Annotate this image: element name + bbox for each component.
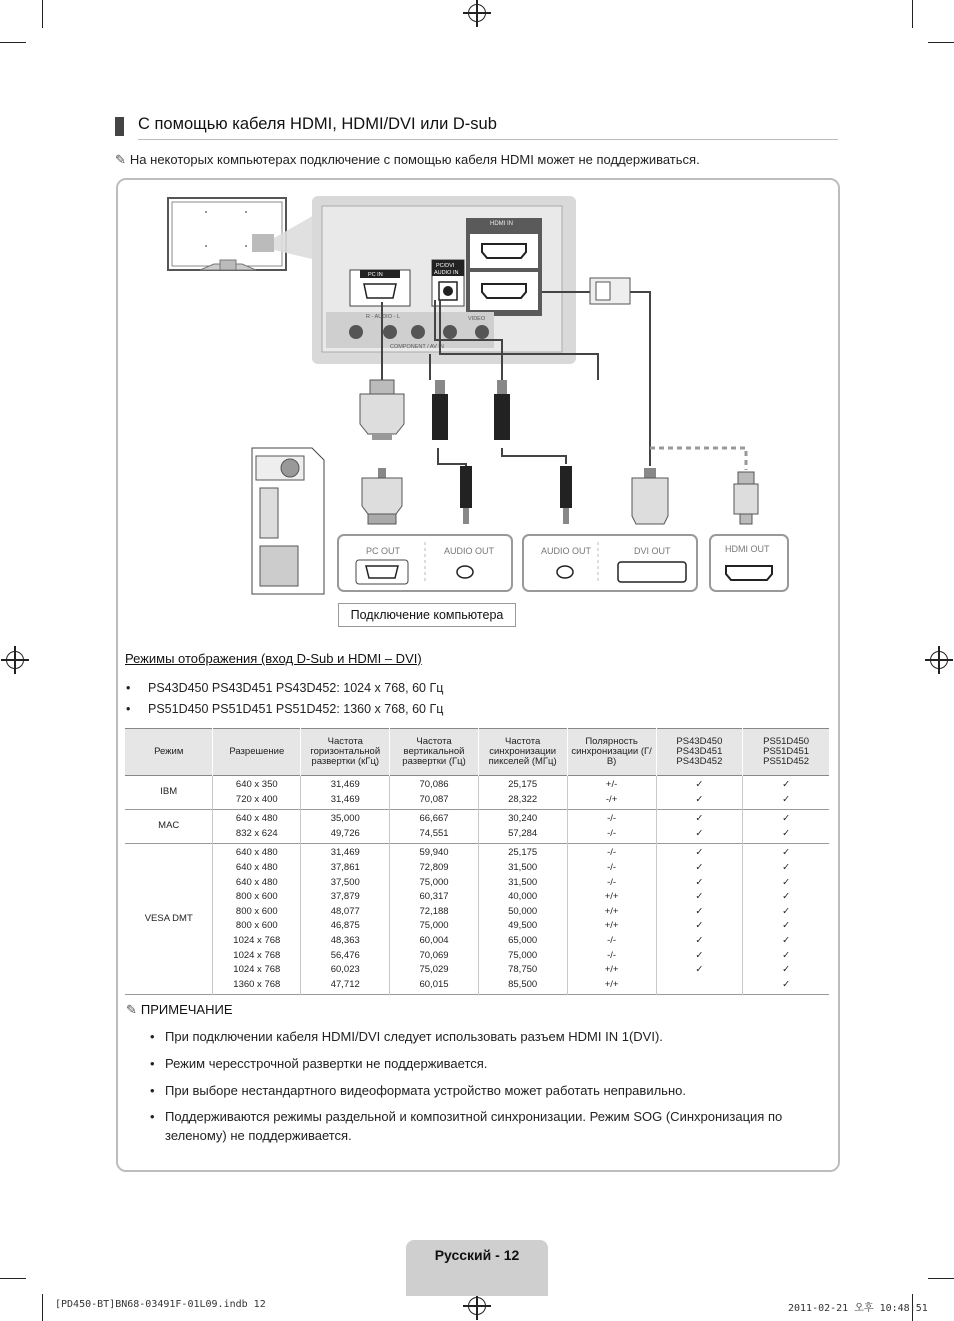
hdmi-connector-icon xyxy=(590,278,630,304)
resolution-value: 800 x 600 xyxy=(235,920,278,932)
checkmark-icon: ✓ xyxy=(782,949,791,961)
polarity-value: +/- xyxy=(605,779,618,790)
hfreq-value: 31,469 xyxy=(330,793,360,805)
note-item: • При выборе нестандартного видеоформата устройство может работать неправильно. xyxy=(150,1081,820,1100)
checkmark-icon: ✓ xyxy=(782,813,791,825)
table-row xyxy=(125,810,829,844)
audio-jack-icon xyxy=(432,380,448,440)
crop-mark xyxy=(42,0,43,28)
column-header: Полярность синхронизации (Г/В) xyxy=(567,729,656,776)
tv-port-panel xyxy=(312,196,576,364)
pc-tower-icon xyxy=(252,448,324,594)
pclk-value: 30,240 xyxy=(508,813,538,825)
hfreq-value: 35,000 xyxy=(330,813,360,825)
resolution-value: 720 x 400 xyxy=(235,793,278,805)
dvi-out-label: DVI OUT xyxy=(634,546,671,556)
checkmark-icon: ✓ xyxy=(695,793,704,805)
registration-mark-icon xyxy=(930,651,948,669)
note-item-text: При подключении кабеля HDMI/DVI следует использовать разъем HDMI IN 1(DVI). xyxy=(165,1029,663,1044)
pclk-cell xyxy=(478,776,567,810)
hfreq-cell xyxy=(301,810,390,844)
checkmark-icon: ✓ xyxy=(695,861,704,873)
notes-heading-text: ПРИМЕЧАНИЕ xyxy=(140,1002,233,1017)
column-header: PS51D450 PS51D451 PS51D452 xyxy=(743,729,829,776)
hfreq-value: 37,861 xyxy=(330,861,360,873)
resolution-value: 1360 x 768 xyxy=(233,978,281,990)
vfreq-value: 60,317 xyxy=(419,891,449,903)
hfreq-value: 56,476 xyxy=(330,949,360,961)
column-header: Режим xyxy=(125,729,213,776)
polarity-value: +/+ xyxy=(604,891,619,903)
table-row xyxy=(125,776,829,810)
resolution-value: 640 x 480 xyxy=(235,813,278,825)
audio-jack-icon xyxy=(560,466,572,524)
vfreq-cell xyxy=(390,776,478,810)
resolution-value: 832 x 624 xyxy=(235,827,278,839)
resolution-value: 1024 x 768 xyxy=(233,964,281,976)
note-item: • При подключении кабеля HDMI/DVI следует использовать разъем HDMI IN 1(DVI). xyxy=(150,1027,820,1046)
resolution-value: 1024 x 768 xyxy=(233,949,281,961)
checkmark-icon: ✓ xyxy=(782,793,791,805)
hfreq-value: 37,879 xyxy=(330,891,360,903)
display-modes-table xyxy=(125,728,829,995)
pc-out-label: PC OUT xyxy=(366,546,401,556)
checkmark-icon: ✓ xyxy=(695,964,704,976)
note-item-text: При выборе нестандартного видеоформата устройство может работать неправильно. xyxy=(165,1083,686,1098)
ps51-support-cell xyxy=(743,844,829,995)
audio-in-label: AUDIO IN xyxy=(434,270,459,276)
file-info: [PD450-BT]BN68-03491F-01L09.indb 12 xyxy=(55,1299,266,1310)
empty-mark xyxy=(659,978,741,993)
section-title: С помощью кабеля HDMI, HDMI/DVI или D-sub xyxy=(138,115,497,133)
pclk-value: 50,000 xyxy=(508,905,538,917)
page-number: Русский - 12 xyxy=(434,1247,520,1263)
crop-mark xyxy=(928,1278,954,1279)
polarity-value: +/+ xyxy=(604,978,619,990)
resolution-value: 1024 x 768 xyxy=(233,934,281,946)
checkmark-icon: ✓ xyxy=(782,847,791,859)
print-timestamp: 2011-02-21 오후 10:48:51 xyxy=(788,1303,928,1314)
hfreq-value: 49,726 xyxy=(330,827,360,839)
checkmark-icon: ✓ xyxy=(695,779,704,790)
vfreq-value: 75,000 xyxy=(419,876,449,888)
note-item: • Режим чересстрочной развертки не поддерживается. xyxy=(150,1054,820,1073)
checkmark-icon: ✓ xyxy=(695,847,704,859)
polarity-cell xyxy=(567,776,656,810)
vfreq-cell xyxy=(390,844,478,995)
registration-mark-icon xyxy=(468,1297,486,1315)
vfreq-value: 72,188 xyxy=(419,905,449,917)
hfreq-value: 60,023 xyxy=(330,964,360,976)
polarity-value: -/- xyxy=(607,813,617,825)
polarity-value: +/+ xyxy=(604,905,619,917)
pencil-note-icon: ✎ xyxy=(126,1002,137,1017)
hfreq-value: 31,469 xyxy=(330,779,360,790)
section-divider xyxy=(138,139,838,140)
table-row xyxy=(125,844,829,995)
diagram-caption: Подключение компьютера xyxy=(338,603,516,627)
resolution-cell xyxy=(213,844,301,995)
table-header-row xyxy=(125,729,829,776)
column-header: PS43D450 PS43D451 PS43D452 xyxy=(656,729,743,776)
polarity-value: -/- xyxy=(607,861,617,873)
connection-diagram xyxy=(160,190,800,630)
checkmark-icon: ✓ xyxy=(782,964,791,976)
video-label: VIDEO xyxy=(468,316,486,322)
modes-bullet: • PS51D450 PS51D451 PS51D452: 1360 x 768, 60 Гц xyxy=(126,702,444,716)
polarity-value: -/- xyxy=(607,876,617,888)
column-header: Разрешение xyxy=(213,729,301,776)
modes-bullet-text: PS43D450 PS43D451 PS43D452: 1024 x 768, 60 Гц xyxy=(148,681,444,695)
dvi-connector-icon xyxy=(632,468,668,524)
pclk-value: 25,175 xyxy=(508,847,538,859)
pc-output-box xyxy=(338,535,512,591)
hfreq-cell xyxy=(301,844,390,995)
pencil-note-icon: ✎ xyxy=(115,152,126,167)
checkmark-icon: ✓ xyxy=(695,920,704,932)
column-header: Частота горизонтальной развертки (кГц) xyxy=(301,729,390,776)
resolution-value: 800 x 600 xyxy=(235,891,278,903)
pclk-cell xyxy=(478,844,567,995)
pclk-value: 85,500 xyxy=(508,978,538,990)
ps43-support-cell xyxy=(656,844,743,995)
polarity-cell xyxy=(567,844,656,995)
ps43-support-cell xyxy=(656,810,743,844)
note-item-text: Режим чересстрочной развертки не поддерживается. xyxy=(165,1056,488,1071)
dsub-cable-connector-icon xyxy=(360,380,404,440)
checkmark-icon: ✓ xyxy=(782,934,791,946)
pclk-value: 28,322 xyxy=(508,793,538,805)
checkmark-icon: ✓ xyxy=(695,905,704,917)
vfreq-value: 60,015 xyxy=(419,978,449,990)
pc-dvi-label: PC/DVI xyxy=(436,263,455,269)
crop-mark xyxy=(912,0,913,28)
hfreq-value: 48,363 xyxy=(330,934,360,946)
modes-bullet: • PS43D450 PS43D451 PS43D452: 1024 x 768, 60 Гц xyxy=(126,681,444,695)
polarity-value: -/+ xyxy=(605,793,618,805)
vfreq-value: 75,000 xyxy=(419,920,449,932)
ps51-support-cell xyxy=(743,776,829,810)
checkmark-icon: ✓ xyxy=(782,861,791,873)
checkmark-icon: ✓ xyxy=(782,891,791,903)
hfreq-value: 48,077 xyxy=(330,905,360,917)
polarity-value: +/+ xyxy=(604,964,619,976)
resolution-value: 640 x 350 xyxy=(235,779,278,790)
pclk-value: 31,500 xyxy=(508,876,538,888)
hdmi-connector-icon xyxy=(734,472,758,524)
crop-mark xyxy=(0,42,26,43)
hdmi-out-label: HDMI OUT xyxy=(725,544,770,554)
checkmark-icon: ✓ xyxy=(695,934,704,946)
vfreq-value: 70,087 xyxy=(419,793,449,805)
registration-mark-icon xyxy=(468,4,486,22)
registration-mark-icon xyxy=(6,651,24,669)
polarity-cell xyxy=(567,810,656,844)
crop-mark xyxy=(0,1278,26,1279)
crop-mark xyxy=(42,1294,43,1321)
pclk-value: 49,500 xyxy=(508,920,538,932)
audio-out-label: AUDIO OUT xyxy=(444,546,495,556)
note-item: • Поддерживаются режимы раздельной и композитной синхронизации. Режим SOG (Синхронизация по зеленому) не поддерживается. xyxy=(150,1107,810,1145)
checkmark-icon: ✓ xyxy=(782,920,791,932)
audio-out-label: AUDIO OUT xyxy=(541,546,592,556)
vfreq-value: 66,667 xyxy=(419,813,449,825)
hfreq-value: 46,875 xyxy=(330,920,360,932)
mode-cell: MAC xyxy=(158,820,180,832)
audio-jack-icon xyxy=(460,466,472,524)
pc-output-box xyxy=(710,535,788,591)
hfreq-value: 47,712 xyxy=(330,978,360,990)
resolution-value: 800 x 600 xyxy=(235,905,278,917)
resolution-cell xyxy=(213,810,301,844)
vfreq-cell xyxy=(390,810,478,844)
vfreq-value: 70,069 xyxy=(419,949,449,961)
checkmark-icon: ✓ xyxy=(782,978,791,990)
dsub-cable-connector-icon xyxy=(362,468,402,524)
hdmi-in-label: HDMI IN xyxy=(490,221,513,227)
resolution-value: 640 x 480 xyxy=(235,876,278,888)
resolution-value: 640 x 480 xyxy=(235,847,278,859)
hfreq-value: 31,469 xyxy=(330,847,360,859)
ps43-support-cell xyxy=(656,776,743,810)
checkmark-icon: ✓ xyxy=(695,949,704,961)
vfreq-value: 70,086 xyxy=(419,779,449,790)
hdmi-cable-dashed xyxy=(650,448,746,470)
checkmark-icon: ✓ xyxy=(695,876,704,888)
component-label: COMPONENT / AV IN xyxy=(390,344,444,350)
checkmark-icon: ✓ xyxy=(782,779,791,790)
pc-in-label: PC IN xyxy=(368,272,383,278)
column-header: Частота синхронизации пикселей (МГц) xyxy=(478,729,567,776)
pclk-value: 57,284 xyxy=(508,827,538,839)
checkmark-icon: ✓ xyxy=(782,827,791,839)
mode-cell: VESA DMT xyxy=(144,913,193,925)
polarity-value: -/- xyxy=(607,847,617,859)
checkmark-icon: ✓ xyxy=(695,827,704,839)
vfreq-value: 72,809 xyxy=(419,861,449,873)
vfreq-value: 59,940 xyxy=(419,847,449,859)
checkmark-icon: ✓ xyxy=(782,876,791,888)
audio-label: R - AUDIO - L xyxy=(366,314,400,320)
crop-mark xyxy=(928,42,954,43)
column-header: Частота вертикальной развертки (Гц) xyxy=(390,729,478,776)
tv-front-icon xyxy=(168,198,316,270)
notes-heading xyxy=(126,1002,233,1018)
hfreq-value: 37,500 xyxy=(330,876,360,888)
pclk-cell xyxy=(478,810,567,844)
pclk-value: 25,175 xyxy=(508,779,538,790)
checkmark-icon: ✓ xyxy=(782,905,791,917)
polarity-value: -/- xyxy=(607,949,617,961)
pclk-value: 40,000 xyxy=(508,891,538,903)
section-marker xyxy=(115,117,124,136)
modes-heading: Режимы отображения (вход D-Sub и HDMI – DVI) xyxy=(125,651,422,666)
hfreq-cell xyxy=(301,776,390,810)
polarity-value: -/- xyxy=(607,934,617,946)
note-item-text: Поддерживаются режимы раздельной и композитной синхронизации. Режим SOG (Синхронизация по зеленому) не поддерживается. xyxy=(165,1109,783,1143)
polarity-value: +/+ xyxy=(604,920,619,932)
resolution-cell xyxy=(213,776,301,810)
section-note-text: На некоторых компьютерах подключение с помощью кабеля HDMI может не поддерживаться. xyxy=(129,152,700,167)
pclk-value: 65,000 xyxy=(508,934,538,946)
checkmark-icon: ✓ xyxy=(695,891,704,903)
pc-output-box xyxy=(523,535,697,591)
pclk-value: 31,500 xyxy=(508,861,538,873)
pclk-value: 78,750 xyxy=(508,964,538,976)
pclk-value: 75,000 xyxy=(508,949,538,961)
vfreq-value: 60,004 xyxy=(419,934,449,946)
checkmark-icon: ✓ xyxy=(695,813,704,825)
ps51-support-cell xyxy=(743,810,829,844)
vfreq-value: 74,551 xyxy=(419,827,449,839)
vfreq-value: 75,029 xyxy=(419,964,449,976)
modes-bullet-text: PS51D450 PS51D451 PS51D452: 1360 x 768, 60 Гц xyxy=(148,702,444,716)
mode-cell: IBM xyxy=(160,786,178,798)
polarity-value: -/- xyxy=(607,827,617,839)
section-note xyxy=(115,152,700,168)
resolution-value: 640 x 480 xyxy=(235,861,278,873)
audio-jack-icon xyxy=(494,380,510,440)
